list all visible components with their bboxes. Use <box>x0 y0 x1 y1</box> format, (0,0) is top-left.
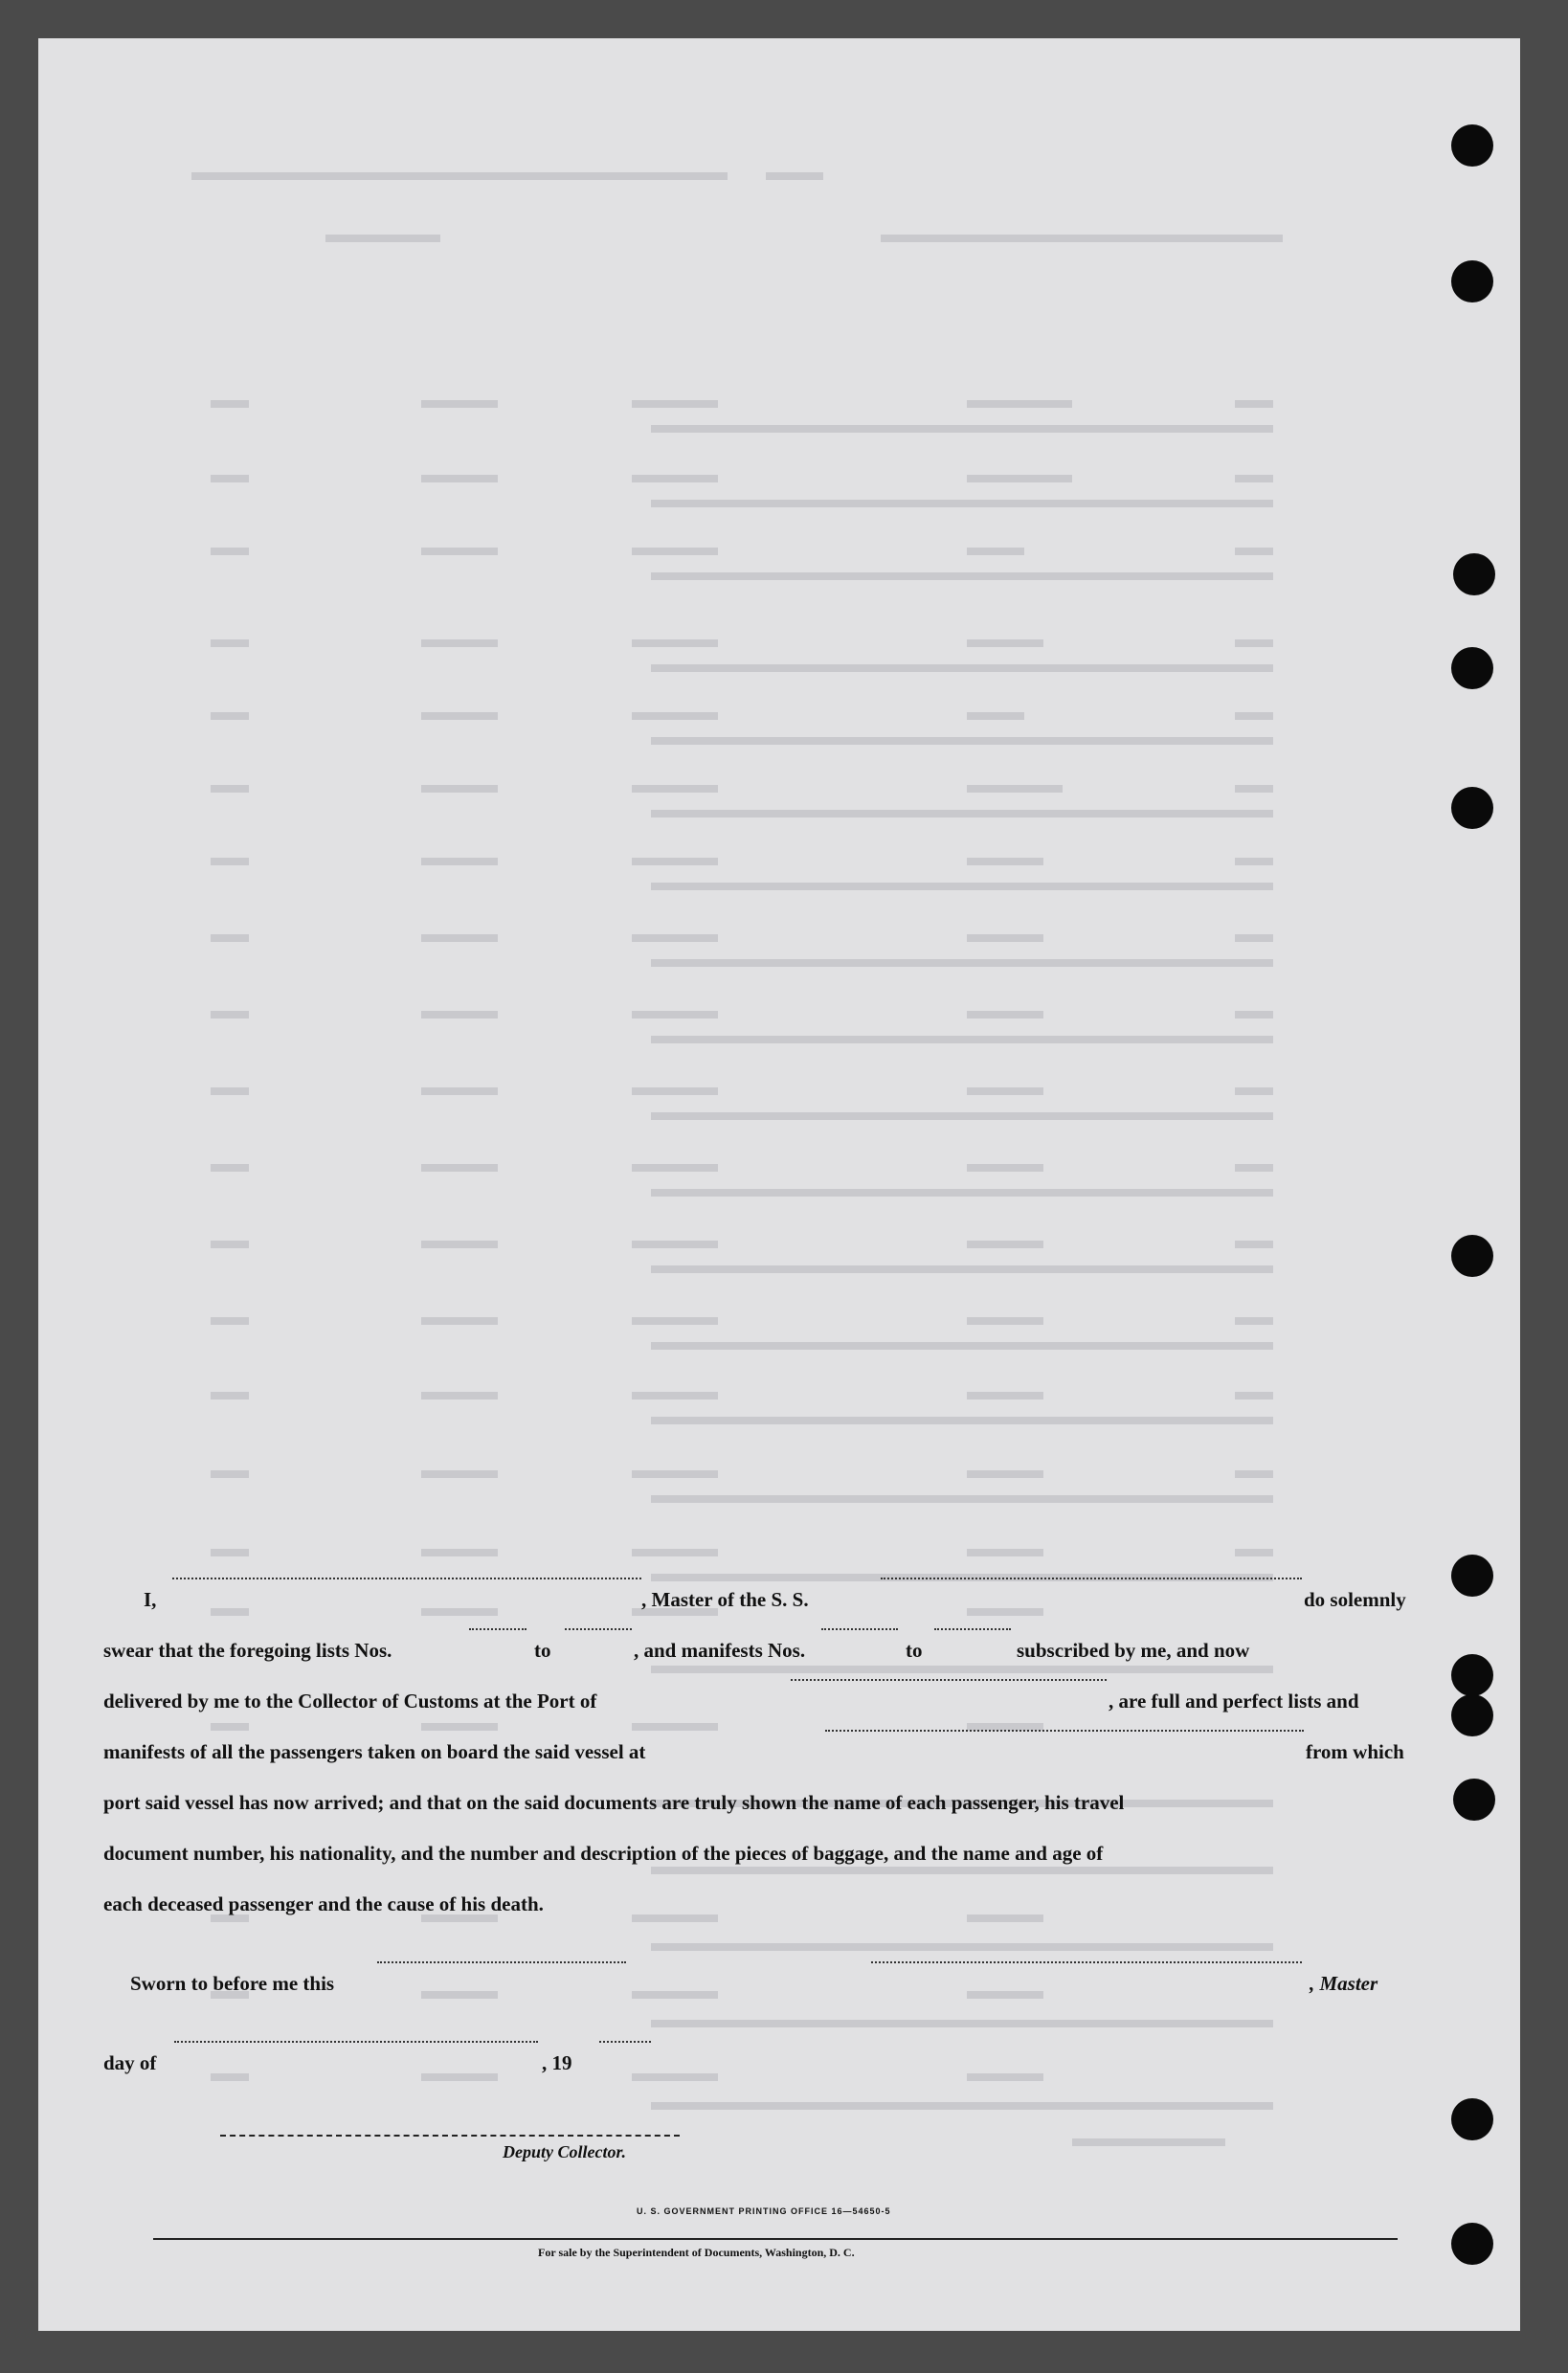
oath-day-of: day of <box>103 2051 157 2074</box>
oath-manifests-of: manifests of all the passengers taken on board the said vessel at <box>103 1740 646 1763</box>
list-to-blank[interactable] <box>565 1624 632 1630</box>
oath-swear: swear that the foregoing lists Nos. <box>103 1639 392 1662</box>
oath-row-7 <box>103 1879 1445 1930</box>
oath-i-label: I, <box>144 1588 157 1611</box>
manifest-to-blank[interactable] <box>934 1624 1011 1630</box>
oath-do-solemnly: do solemnly <box>1304 1588 1406 1611</box>
oath-row-sworn <box>130 1959 1445 2009</box>
port-blank[interactable] <box>791 1675 1107 1681</box>
oath-line5: port said vessel has now arrived; and that on the said documents are truly shown the name of each passenger, his travel <box>103 1791 1125 1814</box>
oath-to2: to <box>906 1639 923 1662</box>
oath-row-4 <box>103 1727 1445 1778</box>
gpo-note: U. S. GOVERNMENT PRINTING OFFICE 16—54650-5 <box>637 2206 891 2216</box>
oath-year: , 19 <box>542 2051 572 2074</box>
master-signature-blank[interactable] <box>871 1958 1302 1963</box>
oath-line6: document number, his nationality, and the number and description of the pieces of baggage, and the name and age of <box>103 1842 1104 1865</box>
deputy-collector-label: Deputy Collector. <box>503 2142 626 2161</box>
list-from-blank[interactable] <box>469 1624 526 1630</box>
year-blank[interactable] <box>599 2037 651 2043</box>
oath-from-which: from which <box>1306 1740 1404 1763</box>
oath-subscribed: subscribed by me, and now <box>1017 1639 1250 1662</box>
day-month-blank[interactable] <box>174 2037 538 2043</box>
oath-row-1 <box>144 1575 1445 1625</box>
oath-line7: each deceased passenger and the cause of his death. <box>103 1892 544 1915</box>
oath-row-5 <box>103 1778 1445 1828</box>
footer-rule <box>153 2238 1398 2240</box>
oath-row-day <box>103 2038 1445 2089</box>
oath-block <box>103 1575 1445 2089</box>
sale-note: For sale by the Superintendent of Documents, Washington, D. C. <box>538 2246 855 2259</box>
name-blank[interactable] <box>172 1574 641 1579</box>
oath-and-manifests: , and manifests Nos. <box>634 1639 806 1662</box>
ship-blank[interactable] <box>881 1574 1302 1579</box>
vessel-port-blank[interactable] <box>825 1726 1304 1732</box>
manifest-from-blank[interactable] <box>821 1624 898 1630</box>
oath-master-of: , Master of the S. S. <box>641 1588 809 1611</box>
oath-sworn: Sworn to before me this <box>130 1972 335 1995</box>
oath-row-6 <box>103 1828 1445 1879</box>
oath-are-full: , are full and perfect lists and <box>1109 1690 1359 1713</box>
oath-master: , Master <box>1310 1972 1378 1995</box>
manifest-page <box>38 38 1520 2331</box>
sworn-date-blank[interactable] <box>377 1958 626 1963</box>
deputy-signature-line[interactable] <box>220 2135 680 2137</box>
oath-to: to <box>534 1639 551 1662</box>
oath-delivered: delivered by me to the Collector of Customs at the Port of <box>103 1690 597 1713</box>
